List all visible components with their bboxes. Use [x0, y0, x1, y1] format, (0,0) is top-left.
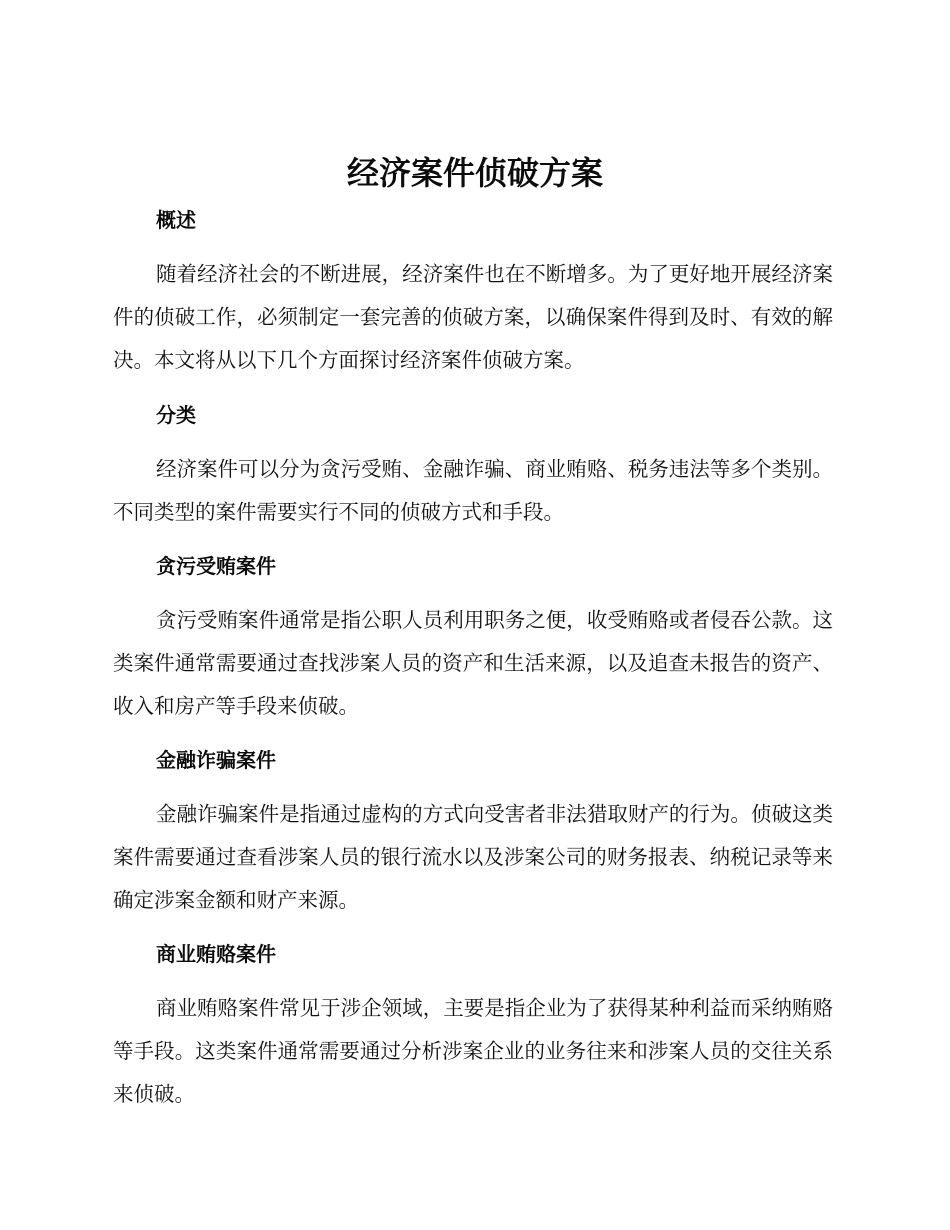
section-body-overview: 随着经济社会的不断进展，经济案件也在不断增多。为了更好地开展经济案件的侦破工作，必须制定一套完善的侦破方案，以确保案件得到及时、有效的解决。本文将从以下几个方面探讨经济案件侦破方案。 [113, 262, 833, 372]
section-body-financial-fraud: 金融诈骗案件是指通过虚构的方式向受害者非法猎取财产的行为。侦破这类案件需要通过查看涉案人员的银行流水以及涉案公司的财务报表、纳税记录等来确定涉案金额和财产来源。 [113, 802, 833, 912]
section-heading-overview: 概述 [156, 208, 196, 232]
section-heading-commercial-bribery: 商业贿赂案件 [156, 942, 276, 966]
section-heading-corruption: 贪污受贿案件 [156, 554, 276, 578]
section-body-commercial-bribery: 商业贿赂案件常见于涉企领域，主要是指企业为了获得某种利益而采纳贿赂等手段。这类案件通常需要通过分析涉案企业的业务往来和涉案人员的交往关系来侦破。 [113, 996, 833, 1106]
section-body-classification: 经济案件可以分为贪污受贿、金融诈骗、商业贿赂、税务违法等多个类别。不同类型的案件需要实行不同的侦破方式和手段。 [113, 457, 833, 524]
section-heading-financial-fraud: 金融诈骗案件 [156, 748, 276, 772]
section-body-corruption: 贪污受贿案件通常是指公职人员利用职务之便，收受贿赂或者侵吞公款。这类案件通常需要通过查找涉案人员的资产和生活来源，以及追查未报告的资产、收入和房产等手段来侦破。 [113, 608, 833, 718]
document-title: 经济案件侦破方案 [346, 154, 603, 192]
section-heading-classification: 分类 [156, 403, 196, 427]
